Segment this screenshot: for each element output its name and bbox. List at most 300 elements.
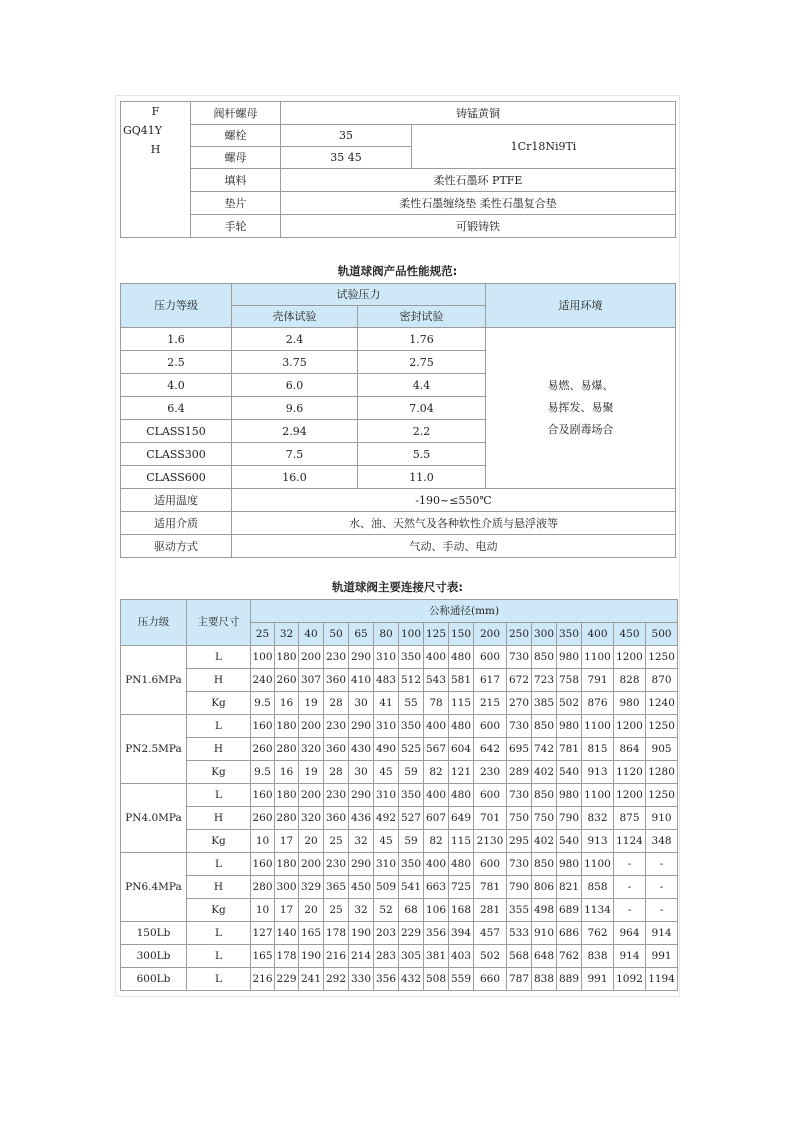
dimension-value: 689 (557, 899, 582, 922)
shell-test-value: 2.4 (232, 328, 358, 351)
dimension-value: 20 (299, 899, 324, 922)
dimension-value: 787 (507, 968, 532, 991)
dimension-value: 742 (532, 738, 557, 761)
dimension-value: 838 (532, 968, 557, 991)
dimension-value: 1280 (646, 761, 678, 784)
dimension-value: 991 (582, 968, 614, 991)
dimension-value: 400 (424, 646, 449, 669)
pressure-class: CLASS300 (121, 443, 232, 466)
model-line: H (150, 143, 161, 156)
seal-test-value: 1.76 (358, 328, 486, 351)
shell-test-value: 6.0 (232, 374, 358, 397)
dimension-value: - (646, 853, 678, 876)
dimension-value: 230 (324, 784, 349, 807)
table-row (121, 761, 678, 784)
dimension-value: 127 (251, 922, 275, 945)
table-row (121, 830, 678, 853)
dimension-value: 402 (532, 830, 557, 853)
pressure-level: 300Lb (121, 945, 187, 968)
dimension-value: 1250 (646, 646, 678, 669)
dimension-type: L (187, 646, 251, 669)
part-material: 柔性石墨缠绕垫 柔性石墨复合垫 (281, 192, 676, 215)
dimension-value: 280 (275, 807, 299, 830)
dimension-value: 394 (449, 922, 474, 945)
dimension-value: 436 (349, 807, 374, 830)
dimension-value: 9.5 (251, 692, 275, 715)
dn-header: 32 (275, 623, 299, 646)
dimension-value: 241 (299, 968, 324, 991)
dimension-value: 280 (251, 876, 275, 899)
dimension-value: 432 (399, 968, 424, 991)
dimension-value: 480 (449, 646, 474, 669)
dimension-value: 502 (474, 945, 507, 968)
dimension-value: 400 (424, 784, 449, 807)
pressure-level: PN6.4MPa (121, 853, 187, 922)
header-nominal-diameter: 公称通径(mm) (251, 600, 678, 623)
shell-test-value: 16.0 (232, 466, 358, 489)
dimension-value: 41 (374, 692, 399, 715)
performance-title: 轨道球阀产品性能规范: (337, 264, 458, 278)
spec-label: 适用温度 (121, 489, 232, 512)
dimension-value: 100 (251, 646, 275, 669)
dimension-value: 180 (275, 853, 299, 876)
dimension-value: 905 (646, 738, 678, 761)
dimension-value: 400 (424, 853, 449, 876)
dimension-value: 1120 (614, 761, 646, 784)
dimension-value: 1092 (614, 968, 646, 991)
dimension-value: 695 (507, 738, 532, 761)
dimension-type: L (187, 853, 251, 876)
dimension-value: 828 (614, 669, 646, 692)
dn-header: 125 (424, 623, 449, 646)
dimension-value: 512 (399, 669, 424, 692)
dimension-type: H (187, 669, 251, 692)
dimension-value: 180 (275, 784, 299, 807)
dimension-type: Kg (187, 830, 251, 853)
dimension-value: 642 (474, 738, 507, 761)
dimension-value: 68 (399, 899, 424, 922)
dimension-value: 672 (507, 669, 532, 692)
dimension-value: 385 (532, 692, 557, 715)
dimension-value: 115 (449, 830, 474, 853)
shell-test-value: 7.5 (232, 443, 358, 466)
dimension-value: 45 (374, 761, 399, 784)
dimension-value: 168 (449, 899, 474, 922)
dimension-value: 20 (299, 830, 324, 853)
dimension-value: 533 (507, 922, 532, 945)
dimension-type: L (187, 922, 251, 945)
dimension-value: 200 (299, 784, 324, 807)
dimension-value: 290 (349, 715, 374, 738)
seal-test-value: 4.4 (358, 374, 486, 397)
dimension-value: 604 (449, 738, 474, 761)
table-row (121, 669, 678, 692)
part-name: 阀杆螺母 (191, 102, 281, 125)
dimension-value: 980 (557, 784, 582, 807)
dimension-value: 216 (251, 968, 275, 991)
part-material: 柔性石墨环 PTFE (281, 169, 676, 192)
dn-header: 150 (449, 623, 474, 646)
header-pressure-class: 压力等级 (121, 284, 232, 328)
dimension-value: 310 (374, 715, 399, 738)
dimension-value: 913 (582, 761, 614, 784)
dimension-value: 260 (251, 738, 275, 761)
dimension-value: 16 (275, 761, 299, 784)
dimension-value: 559 (449, 968, 474, 991)
dimension-value: 330 (349, 968, 374, 991)
dimension-value: 980 (614, 692, 646, 715)
part-name: 垫片 (191, 192, 281, 215)
dn-header: 65 (349, 623, 374, 646)
dimension-value: 600 (474, 646, 507, 669)
dimension-value: 78 (424, 692, 449, 715)
dimension-value: 430 (349, 738, 374, 761)
dimension-value: 160 (251, 715, 275, 738)
dimension-value: 498 (532, 899, 557, 922)
environment-line: 易燃、易爆、 (547, 379, 614, 392)
dimension-value: 480 (449, 784, 474, 807)
dimension-value: 663 (424, 876, 449, 899)
dimension-value: 350 (399, 715, 424, 738)
dimension-value: 32 (349, 899, 374, 922)
dimension-value: 350 (399, 784, 424, 807)
pressure-class: 4.0 (121, 374, 232, 397)
dimension-value: 858 (582, 876, 614, 899)
pressure-class: CLASS600 (121, 466, 232, 489)
dimension-value: 28 (324, 692, 349, 715)
dimension-value: 229 (399, 922, 424, 945)
dn-header: 80 (374, 623, 399, 646)
dimension-value: 2130 (474, 830, 507, 853)
pressure-class: CLASS150 (121, 420, 232, 443)
materials-table (120, 101, 676, 238)
dimension-value: 790 (507, 876, 532, 899)
dimension-value: 686 (557, 922, 582, 945)
dimension-type: Kg (187, 899, 251, 922)
dimension-value: 480 (449, 715, 474, 738)
part-material: 铸锰黄铜 (281, 102, 676, 125)
dimension-value: 723 (532, 669, 557, 692)
dimension-value: 870 (646, 669, 678, 692)
dimension-type: L (187, 784, 251, 807)
dimension-value: 348 (646, 830, 678, 853)
dimension-type: Kg (187, 692, 251, 715)
part-material: 35 (281, 125, 412, 147)
table-row (121, 715, 678, 738)
dimension-value: 838 (582, 945, 614, 968)
dimension-value: 178 (275, 945, 299, 968)
dimension-value: 305 (399, 945, 424, 968)
dimension-value: 910 (646, 807, 678, 830)
table-row (121, 738, 678, 761)
dimension-value: 617 (474, 669, 507, 692)
dimension-value: 310 (374, 646, 399, 669)
dimension-value: - (614, 899, 646, 922)
environment-line: 合及剧毒场合 (547, 423, 614, 436)
performance-table (120, 283, 676, 558)
dimension-value: 568 (507, 945, 532, 968)
seal-test-value: 2.2 (358, 420, 486, 443)
dimension-value: 260 (275, 669, 299, 692)
part-name: 螺母 (191, 147, 281, 169)
dimension-value: 160 (251, 784, 275, 807)
header-shell-test: 壳体试验 (232, 306, 358, 328)
dimension-value: 762 (582, 922, 614, 945)
dimension-value: 310 (374, 853, 399, 876)
dimension-value: 230 (324, 715, 349, 738)
dimension-value: 300 (275, 876, 299, 899)
dimension-value: 821 (557, 876, 582, 899)
spec-value: 气动、手动、电动 (232, 535, 676, 558)
dimension-value: 1100 (582, 646, 614, 669)
dimension-value: 365 (324, 876, 349, 899)
table-row (121, 692, 678, 715)
dimension-value: 791 (582, 669, 614, 692)
dimension-value: 350 (399, 853, 424, 876)
dimension-value: - (614, 853, 646, 876)
header-environment: 适用环境 (486, 284, 676, 328)
environment-cell (486, 328, 676, 489)
dimension-value: 270 (507, 692, 532, 715)
pressure-level: 600Lb (121, 968, 187, 991)
dn-header: 250 (507, 623, 532, 646)
dimension-value: 360 (324, 738, 349, 761)
dimension-value: 991 (646, 945, 678, 968)
dimension-value: 660 (474, 968, 507, 991)
dimension-value: 190 (349, 922, 374, 945)
dn-header: 500 (646, 623, 678, 646)
dimension-type: L (187, 715, 251, 738)
dimension-value: 360 (324, 807, 349, 830)
dimension-type: L (187, 968, 251, 991)
pressure-class: 1.6 (121, 328, 232, 351)
dimension-value: 289 (507, 761, 532, 784)
dimension-value: 19 (299, 761, 324, 784)
dn-header: 450 (614, 623, 646, 646)
dn-header: 100 (399, 623, 424, 646)
table-row (121, 876, 678, 899)
dimension-value: 1100 (582, 784, 614, 807)
dimension-value: 25 (324, 830, 349, 853)
dimension-value: 55 (399, 692, 424, 715)
pressure-class: 2.5 (121, 351, 232, 374)
dimension-value: 502 (557, 692, 582, 715)
dimension-value: 160 (251, 853, 275, 876)
dimension-value: 320 (299, 807, 324, 830)
dimension-value: 214 (349, 945, 374, 968)
dn-header: 25 (251, 623, 275, 646)
dn-header: 400 (582, 623, 614, 646)
dimension-value: 200 (299, 646, 324, 669)
dimension-type: L (187, 945, 251, 968)
dimension-value: 59 (399, 830, 424, 853)
dimension-value: 59 (399, 761, 424, 784)
dimension-value: 600 (474, 715, 507, 738)
dimension-value: 115 (449, 692, 474, 715)
dimension-value: 980 (557, 715, 582, 738)
dimension-value: 10 (251, 899, 275, 922)
dimension-value: - (646, 899, 678, 922)
dimension-value: 540 (557, 830, 582, 853)
pressure-level: 150Lb (121, 922, 187, 945)
dimension-value: 648 (532, 945, 557, 968)
table-row (121, 784, 678, 807)
dimension-value: 310 (374, 784, 399, 807)
dimension-value: 913 (582, 830, 614, 853)
dimension-value: 410 (349, 669, 374, 692)
dimension-value: 190 (299, 945, 324, 968)
dimension-value: 1200 (614, 784, 646, 807)
dimension-value: 9.5 (251, 761, 275, 784)
dimension-value: 581 (449, 669, 474, 692)
dimension-value: 292 (324, 968, 349, 991)
model-line: GQ41Y (123, 124, 163, 137)
dimension-value: 875 (614, 807, 646, 830)
spec-label: 驱动方式 (121, 535, 232, 558)
dimension-value: 483 (374, 669, 399, 692)
dimension-value: 758 (557, 669, 582, 692)
header-pressure-level: 压力级 (121, 600, 187, 646)
dimension-value: 320 (299, 738, 324, 761)
dimensions-table (120, 599, 678, 991)
dimension-value: - (614, 876, 646, 899)
part-name: 手轮 (191, 215, 281, 238)
seal-test-value: 11.0 (358, 466, 486, 489)
dimension-value: 32 (349, 830, 374, 853)
dimension-value: 10 (251, 830, 275, 853)
dn-header: 300 (532, 623, 557, 646)
dimension-value: 52 (374, 899, 399, 922)
dimension-value: 889 (557, 968, 582, 991)
dimension-value: 203 (374, 922, 399, 945)
dimension-value: 790 (557, 807, 582, 830)
dimension-value: 730 (507, 784, 532, 807)
dimension-value: 508 (424, 968, 449, 991)
dimension-value: 356 (374, 968, 399, 991)
table-row (121, 853, 678, 876)
dimension-value: 914 (646, 922, 678, 945)
model-cell (121, 102, 191, 238)
dimension-value: 165 (251, 945, 275, 968)
dimension-value: - (646, 876, 678, 899)
dimension-value: 1240 (646, 692, 678, 715)
table-row (121, 945, 678, 968)
dimension-value: 356 (424, 922, 449, 945)
dimension-value: 19 (299, 692, 324, 715)
dimension-value: 240 (251, 669, 275, 692)
dimension-value: 17 (275, 830, 299, 853)
seal-test-value: 5.5 (358, 443, 486, 466)
dimension-value: 216 (324, 945, 349, 968)
dimension-value: 540 (557, 761, 582, 784)
dimension-value: 1194 (646, 968, 678, 991)
dimension-value: 914 (614, 945, 646, 968)
dimension-value: 450 (349, 876, 374, 899)
dimension-value: 980 (557, 853, 582, 876)
dimension-value: 45 (374, 830, 399, 853)
pressure-level: PN1.6MPa (121, 646, 187, 715)
table-row (121, 899, 678, 922)
dimension-value: 832 (582, 807, 614, 830)
dimension-value: 281 (474, 899, 507, 922)
dimension-value: 215 (474, 692, 507, 715)
table-row (121, 646, 678, 669)
dimension-value: 762 (557, 945, 582, 968)
dimension-value: 17 (275, 899, 299, 922)
dimension-value: 600 (474, 784, 507, 807)
dimension-value: 283 (374, 945, 399, 968)
dimension-value: 290 (349, 784, 374, 807)
dimension-value: 1200 (614, 715, 646, 738)
dimension-value: 121 (449, 761, 474, 784)
dimension-value: 543 (424, 669, 449, 692)
dimension-value: 1124 (614, 830, 646, 853)
dimension-value: 280 (275, 738, 299, 761)
part-material: 可锻铸铁 (281, 215, 676, 238)
part-name: 螺栓 (191, 125, 281, 147)
dimension-value: 876 (582, 692, 614, 715)
dimension-value: 200 (299, 853, 324, 876)
dimension-value: 30 (349, 692, 374, 715)
dimension-value: 381 (424, 945, 449, 968)
pressure-class: 6.4 (121, 397, 232, 420)
dimension-value: 864 (614, 738, 646, 761)
table-row (121, 968, 678, 991)
dimension-value: 28 (324, 761, 349, 784)
part-material: 35 45 (281, 147, 412, 169)
dimension-type: H (187, 807, 251, 830)
dimension-value: 815 (582, 738, 614, 761)
dimension-value: 730 (507, 715, 532, 738)
dimension-value: 750 (507, 807, 532, 830)
dimension-value: 1250 (646, 715, 678, 738)
shell-test-value: 3.75 (232, 351, 358, 374)
dn-header: 200 (474, 623, 507, 646)
environment-line: 易挥发、易聚 (547, 401, 614, 414)
dimension-value: 82 (424, 761, 449, 784)
dimension-value: 307 (299, 669, 324, 692)
dimension-value: 350 (399, 646, 424, 669)
dimension-value: 403 (449, 945, 474, 968)
dimension-value: 295 (507, 830, 532, 853)
dimension-value: 25 (324, 899, 349, 922)
dimension-value: 567 (424, 738, 449, 761)
dimension-type: H (187, 876, 251, 899)
dimension-value: 106 (424, 899, 449, 922)
dimension-value: 850 (532, 853, 557, 876)
dimension-value: 725 (449, 876, 474, 899)
dimension-value: 402 (532, 761, 557, 784)
dimension-value: 30 (349, 761, 374, 784)
dimension-value: 457 (474, 922, 507, 945)
table-row (121, 922, 678, 945)
dimension-value: 850 (532, 646, 557, 669)
spec-value: -190~≤550℃ (232, 489, 676, 512)
dimension-value: 165 (299, 922, 324, 945)
dimension-value: 329 (299, 876, 324, 899)
dimension-value: 400 (424, 715, 449, 738)
pressure-level: PN2.5MPa (121, 715, 187, 784)
part-name: 填料 (191, 169, 281, 192)
shell-test-value: 2.94 (232, 420, 358, 443)
dimension-value: 600 (474, 853, 507, 876)
dimension-value: 360 (324, 669, 349, 692)
dimension-type: Kg (187, 761, 251, 784)
dimensions-title: 轨道球阀主要连接尺寸表: (331, 580, 464, 594)
dimension-value: 527 (399, 807, 424, 830)
dimension-value: 781 (557, 738, 582, 761)
dn-header: 50 (324, 623, 349, 646)
